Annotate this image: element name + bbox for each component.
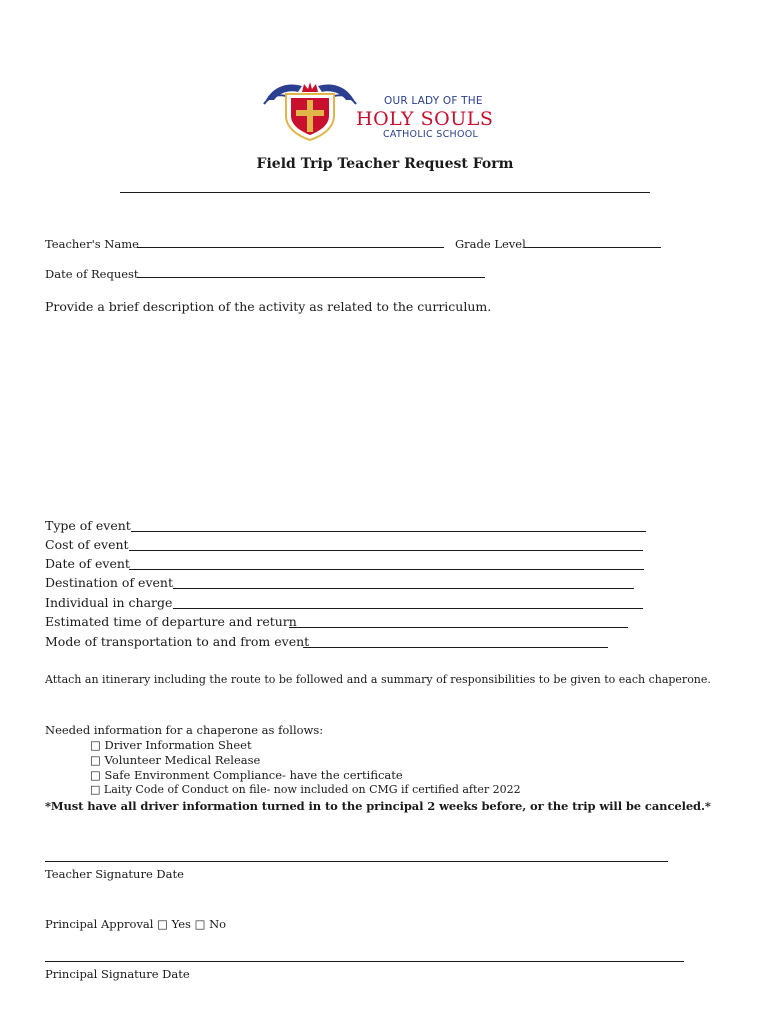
- chaperone-intro: Needed information for a chaperone as follows:: [45, 723, 324, 737]
- field-cost-of-event[interactable]: [129, 550, 643, 551]
- teacher-signature-line[interactable]: [45, 861, 668, 862]
- logo-text-line3: CATHOLIC SCHOOL: [383, 129, 479, 140]
- principal-signature-line[interactable]: [45, 961, 684, 962]
- field-cost-of-event-label: Cost of event: [45, 537, 129, 552]
- title-underline: [120, 192, 650, 193]
- grade-level-label: Grade Level: [455, 237, 526, 251]
- date-of-request-label: Date of Request: [45, 267, 139, 281]
- principal-approval: Principal Approval □ Yes □ No: [45, 917, 227, 931]
- field-transportation[interactable]: [303, 647, 608, 648]
- grade-level-field[interactable]: [524, 247, 661, 248]
- teacher-name-label: Teacher's Name: [45, 237, 139, 251]
- logo-text-line1: OUR LADY OF THE: [384, 95, 483, 107]
- field-individual-in-charge[interactable]: [173, 608, 643, 609]
- field-departure-return[interactable]: [289, 627, 628, 628]
- field-date-of-event[interactable]: [129, 569, 644, 570]
- itinerary-note: Attach an itinerary including the route to be followed and a summary of responsibilities to be given to each chaperone.: [45, 673, 711, 686]
- chaperone-item-code-of-conduct: □ Laity Code of Conduct on file- now included on CMG if certified after 2022: [90, 783, 521, 796]
- form-title: Field Trip Teacher Request Form: [256, 156, 514, 172]
- chaperone-item-driver-info: □ Driver Information Sheet: [90, 738, 252, 752]
- field-type-of-event-label: Type of event: [45, 518, 131, 533]
- field-departure-return-label: Estimated time of departure and return: [45, 614, 297, 629]
- field-transportation-label: Mode of transportation to and from event: [45, 634, 310, 649]
- field-destination[interactable]: [173, 588, 634, 589]
- field-individual-in-charge-label: Individual in charge: [45, 595, 173, 610]
- chaperone-item-medical-release: □ Volunteer Medical Release: [90, 753, 261, 767]
- teacher-name-field[interactable]: [137, 247, 444, 248]
- date-of-request-field[interactable]: [137, 277, 485, 278]
- field-destination-label: Destination of event: [45, 575, 173, 590]
- principal-signature-label: Principal Signature Date: [45, 967, 190, 981]
- teacher-signature-label: Teacher Signature Date: [45, 867, 184, 881]
- field-date-of-event-label: Date of event: [45, 556, 130, 571]
- logo-text-line2: HOLY SOULS: [356, 108, 494, 130]
- description-prompt: Provide a brief description of the activity as related to the curriculum.: [45, 299, 492, 314]
- chaperone-item-safe-environment: □ Safe Environment Compliance- have the certificate: [90, 768, 403, 782]
- field-type-of-event[interactable]: [131, 531, 646, 532]
- driver-warning: *Must have all driver information turned in to the principal 2 weeks before, or the trip will be canceled.*: [45, 799, 711, 813]
